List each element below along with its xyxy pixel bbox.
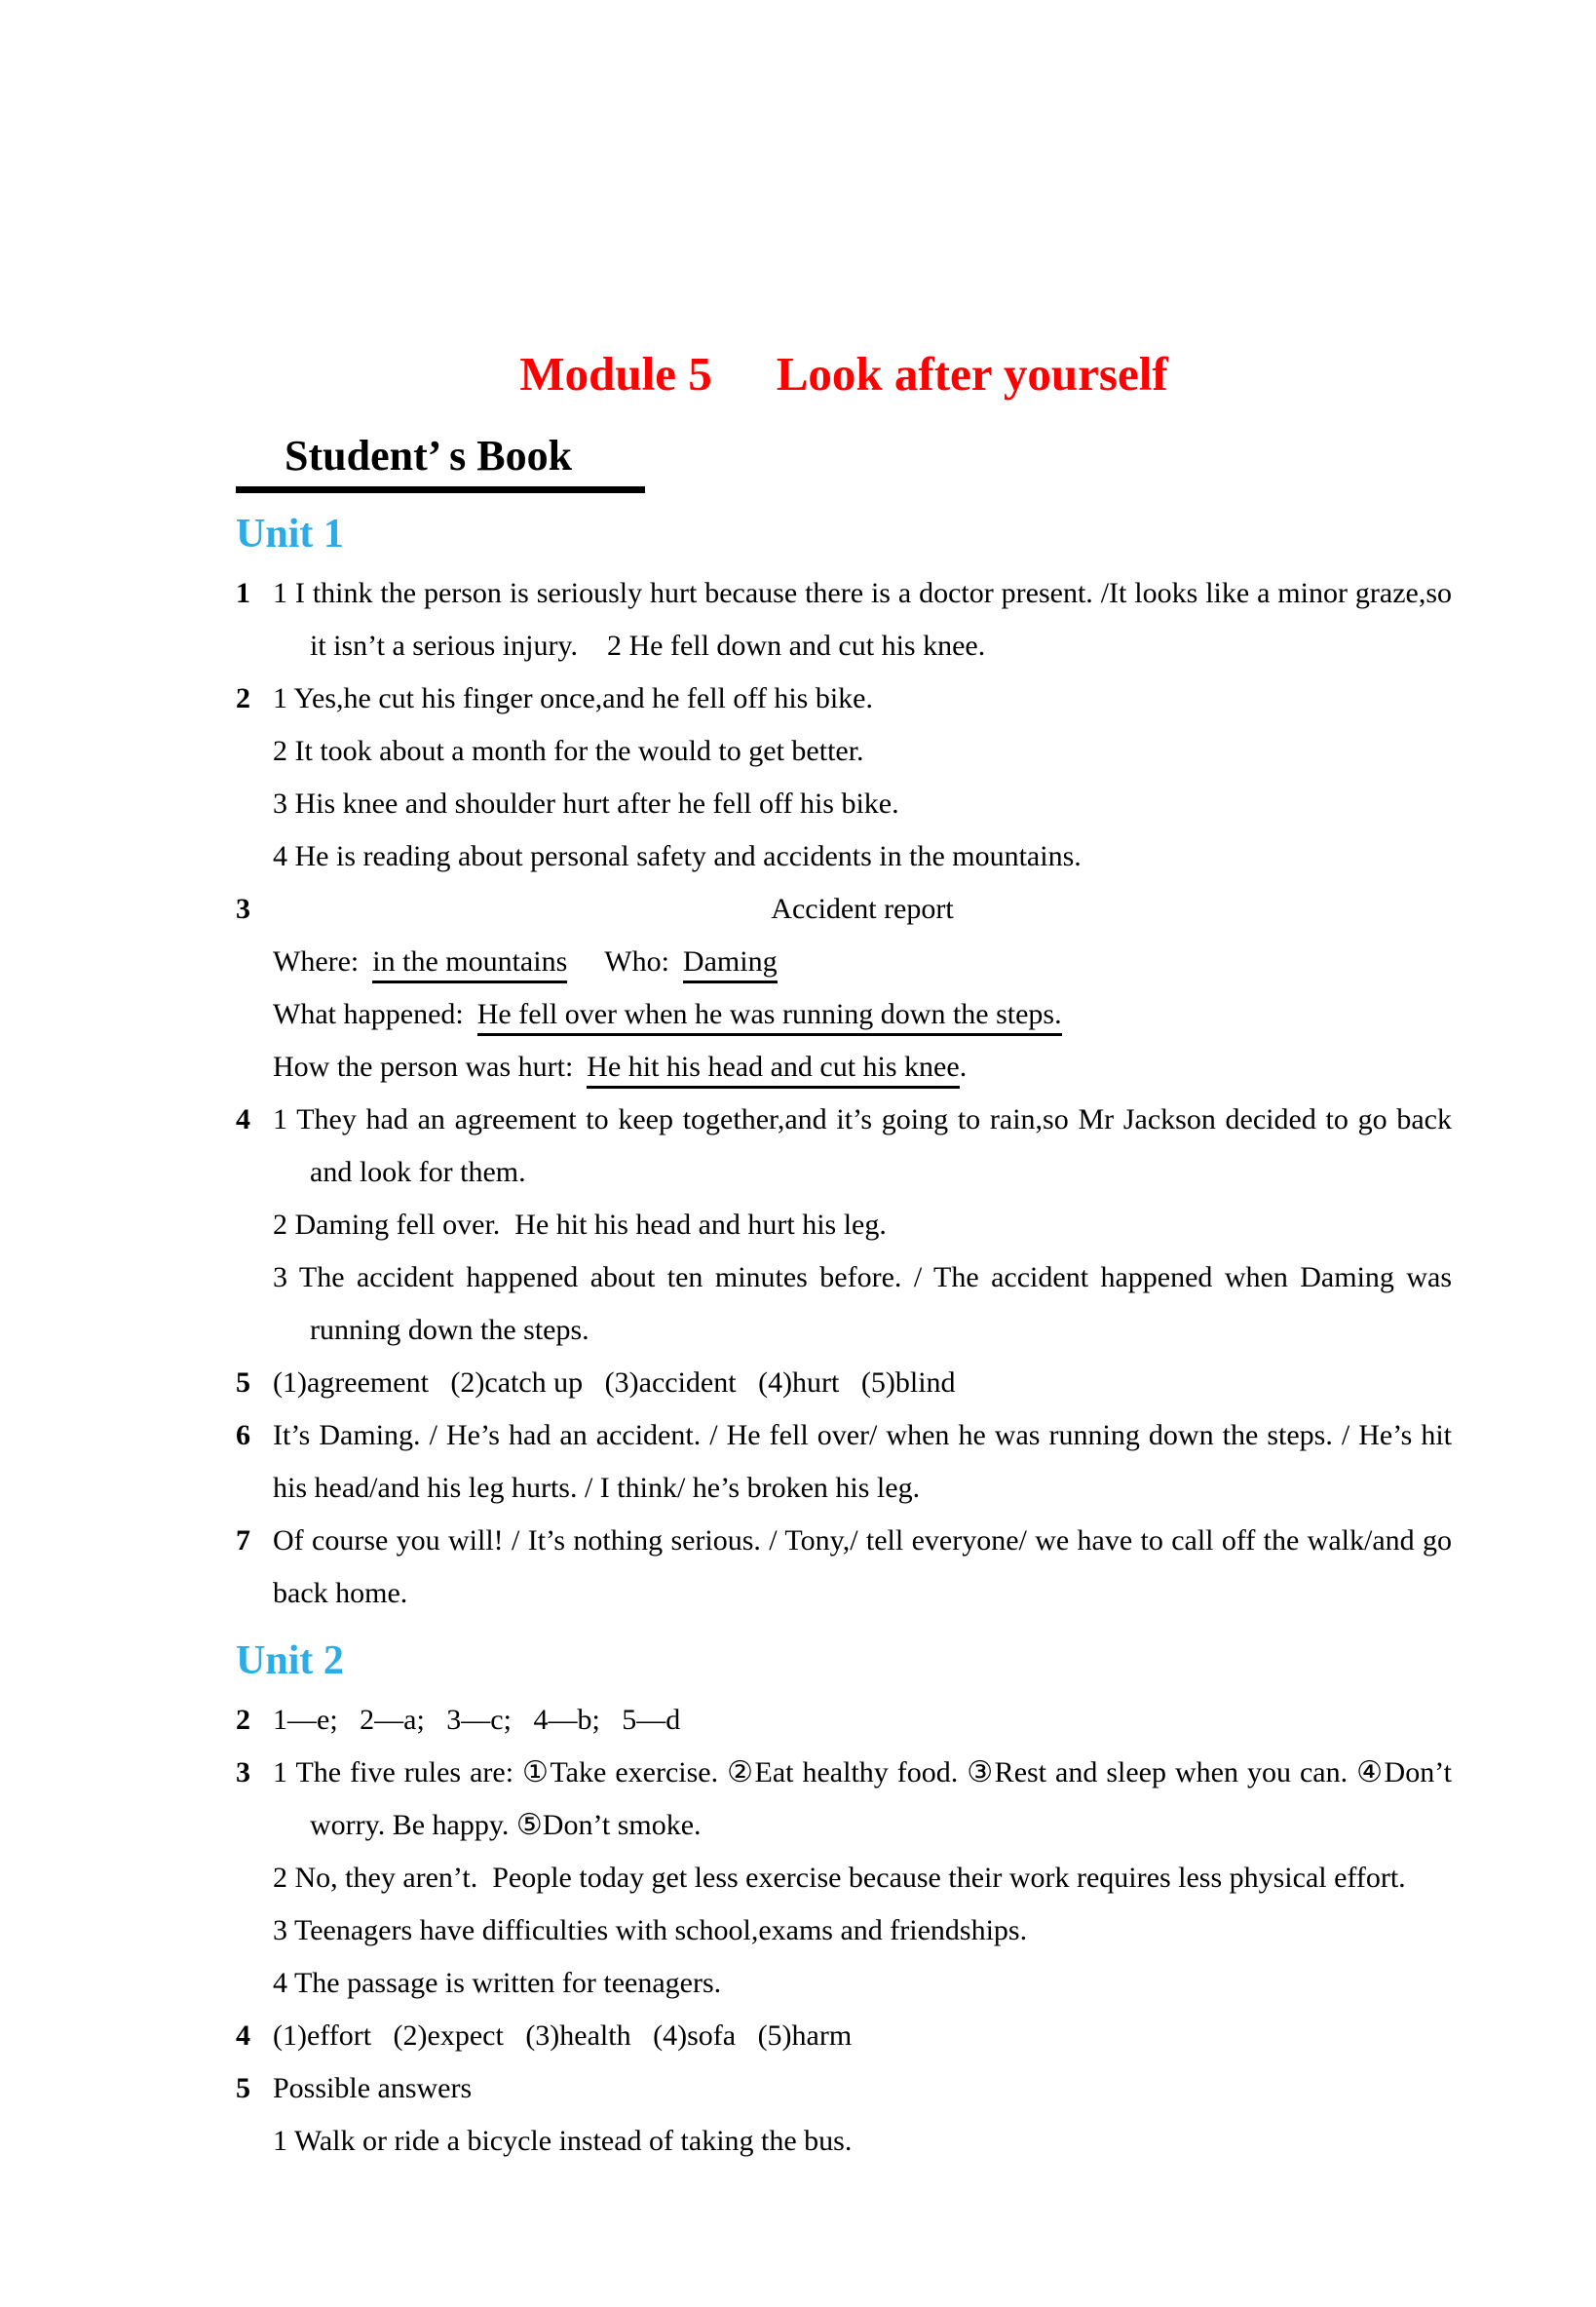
report-where-value: in the mountains — [372, 945, 567, 983]
answer-text: 3 Teenagers have difficulties with school,exams and friendships. — [273, 1914, 1028, 1946]
item-number: 1 — [236, 577, 250, 609]
unit2-heading: Unit 2 — [236, 1638, 344, 1683]
answer-text: 4 The passage is written for teenagers. — [273, 1967, 722, 1999]
answer-text: Of course you will! / It’s nothing serious. / Tony,/ tell everyone/ we have to call off the walk/and go back home. — [273, 1524, 1460, 1609]
report-how-label: How the person was hurt: — [273, 1051, 574, 1083]
item-number: 3 — [236, 893, 250, 925]
item-content — [273, 2062, 1452, 2168]
book-section-heading: Student’ s Book — [236, 434, 645, 493]
item-content — [273, 883, 1452, 1094]
answer-text: 3 The accident happened about ten minutes before. / The accident happened when Daming was running down the steps. — [273, 1261, 1460, 1346]
report-line-how — [273, 1041, 1452, 1094]
item-content — [273, 1357, 1452, 1409]
report-line-what — [273, 988, 1452, 1041]
report-title: Accident report — [771, 893, 954, 925]
unit1-heading: Unit 1 — [236, 512, 344, 557]
item-number: 5 — [236, 1366, 250, 1399]
answer-text: (1)agreement (2)catch up (3)accident (4)hurt (5)blind — [273, 1366, 956, 1399]
item-number: 2 — [236, 1704, 250, 1736]
report-what-value: He fell over when he was running down the steps. — [477, 998, 1062, 1036]
report-how-value: He hit his head and cut his knee — [587, 1051, 959, 1089]
answer-text: 1 Yes,he cut his finger once,and he fell off his bike. — [273, 682, 873, 714]
item-number: 7 — [236, 1524, 250, 1557]
item-number: 6 — [236, 1419, 250, 1451]
answer-text: 1 The five rules are: ①Take exercise. ②Eat healthy food. ③Rest and sleep when you can. ④Don’t worry. Be happy. ⑤Don’t smoke. — [273, 1756, 1460, 1841]
page-title-topic: Look after yourself — [776, 347, 1168, 401]
answer-text: 1 I think the person is seriously hurt because there is a doctor present. /It looks like a minor graze,so it isn’t a serious injury. 2 He fell down and cut his knee. — [273, 577, 1460, 662]
item-number: 4 — [236, 1103, 250, 1135]
page-title-module: Module 5 — [519, 347, 712, 401]
report-who-label: Who: — [604, 945, 669, 978]
answer-item-4 — [236, 1094, 1460, 1357]
answer-text: 2 It took about a month for the would to get better. — [273, 735, 864, 767]
answer-item-2 — [236, 1694, 1452, 1747]
answer-text: 1 They had an agreement to keep together,and it’s going to rain,so Mr Jackson decided to go back and look for them. — [273, 1103, 1460, 1188]
report-what-label: What happened: — [273, 998, 464, 1030]
answer-item-2 — [236, 673, 1452, 883]
answer-item-5 — [236, 2062, 1452, 2168]
answer-text: It’s Daming. / He’s had an accident. / He fell over/ when he was running down the steps. / He’s hit his head/and his leg hurts. / I think/ he’s broken his leg. — [273, 1419, 1460, 1504]
answer-text: 1 Walk or ride a bicycle instead of taking the bus. — [273, 2125, 853, 2157]
item-number: 3 — [236, 1756, 250, 1788]
answer-text: 4 He is reading about personal safety and accidents in the mountains. — [273, 840, 1082, 872]
unit2-section — [236, 1634, 1460, 2168]
report-line-where-who — [273, 936, 1452, 988]
item-content — [273, 1694, 1452, 1747]
item-number: 4 — [236, 2019, 250, 2052]
item-number: 2 — [236, 682, 250, 714]
unit1-section — [236, 507, 1460, 1620]
answer-text: 2 Daming fell over. He hit his head and hurt his leg. — [273, 1209, 887, 1241]
item-content — [273, 1094, 1460, 1357]
item-number: 5 — [236, 2072, 250, 2104]
report-how-suffix: . — [959, 1051, 968, 1083]
book-heading-row — [236, 403, 1452, 493]
report-who-value: Daming — [683, 945, 778, 983]
item-content — [273, 673, 1452, 883]
item-content — [273, 2010, 1452, 2062]
item-content — [273, 1409, 1460, 1515]
answer-item-7 — [236, 1515, 1460, 1620]
answer-item-6 — [236, 1409, 1460, 1515]
report-where-label: Where: — [273, 945, 360, 978]
answer-text: 3 His knee and shoulder hurt after he fell off his bike. — [273, 788, 899, 820]
item-content — [273, 1747, 1460, 2010]
answer-text: Possible answers — [273, 2072, 473, 2104]
answer-text: 1—e; 2—a; 3—c; 4—b; 5—d — [273, 1704, 681, 1736]
answer-text: 2 No, they aren’t. People today get less exercise because their work requires less physical effort. — [273, 1862, 1406, 1894]
answer-item-5 — [236, 1357, 1452, 1409]
answer-item-3-accident-report — [236, 883, 1452, 1094]
item-content — [273, 567, 1460, 673]
answer-text: (1)effort (2)expect (3)health (4)sofa (5)harm — [273, 2019, 853, 2052]
answer-item-4 — [236, 2010, 1452, 2062]
item-content — [273, 1515, 1460, 1620]
answer-item-1 — [236, 567, 1460, 673]
answer-item-3 — [236, 1747, 1460, 2010]
page-title — [236, 346, 1452, 403]
